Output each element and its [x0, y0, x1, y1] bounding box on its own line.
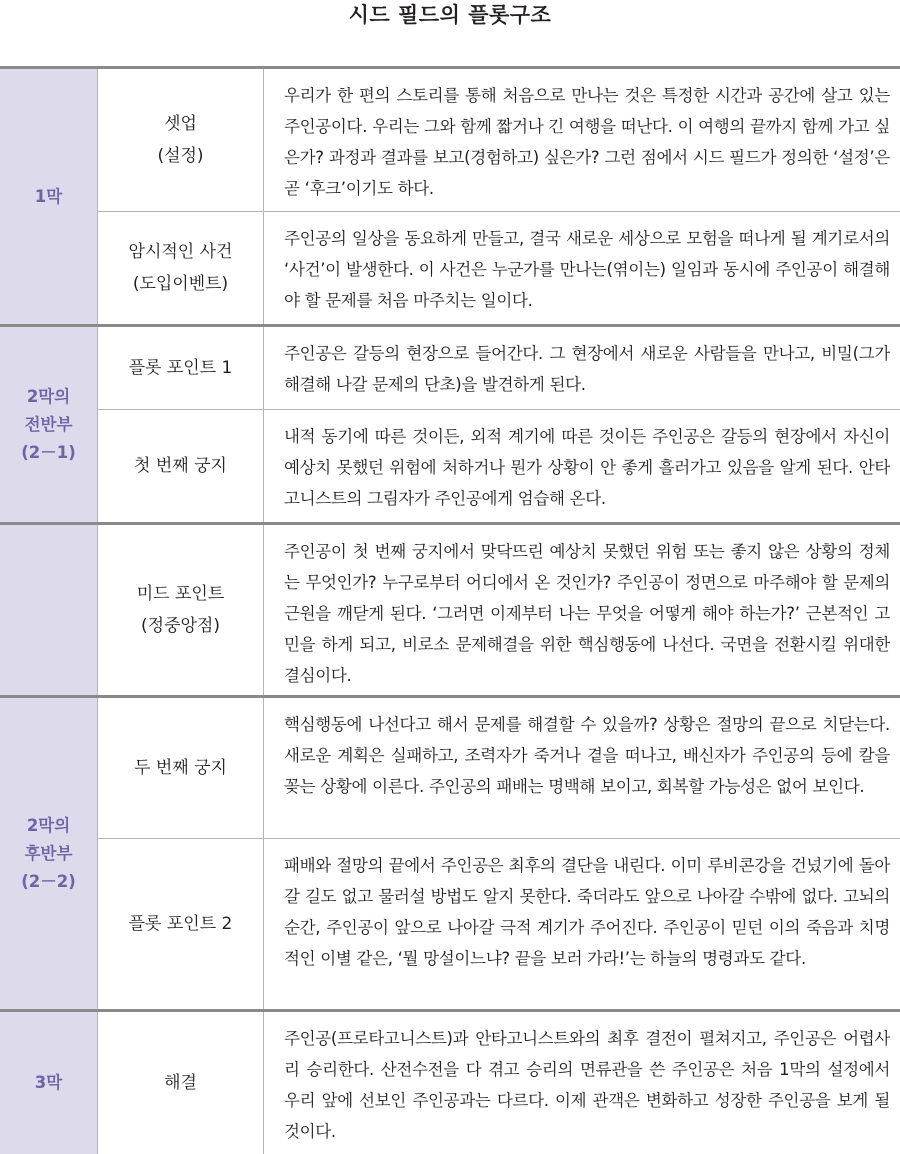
stage-description: 주인공의 일상을 동요하게 만들고, 결국 새로운 세상으로 모험을 떠나게 될 계기로서의 ‘사건’이 발생한다. 이 사건은 누군가를 만나는(엮이는) 일임과 동시에 주인공이 해결해야 할 문제를 처음 마주치는 일이다.: [284, 229, 890, 310]
act-label: 3막: [34, 1073, 63, 1092]
act-label: 전반부: [24, 414, 73, 434]
stage-label: 미드 포인트: [136, 584, 225, 604]
table-row: [98, 327, 900, 409]
stage-cell: [98, 212, 264, 324]
stage-description: 우리가 한 편의 스토리를 통해 처음으로 만나는 것은 특정한 시간과 공간에 살고 있는 주인공이다. 우리는 그와 함께 짧거나 긴 여행을 떠난다. 이 여행의 끝까지 함께 가고 싶은가? 과정과 결과를 보고(경험하고) 싶은가? 그런 점에서 시드 필드가 정의한 ‘설정’은 곧 ‘후크’이기도 하다.: [284, 86, 890, 198]
plot-structure-table: [0, 66, 900, 1154]
act-group-2-1: [0, 324, 900, 522]
page-title: 시드 필드의 플롯구조: [348, 3, 552, 27]
table-row: [98, 525, 900, 695]
stage-sublabel: (도입이벤트): [132, 274, 229, 294]
act-label-cell: [0, 327, 98, 522]
act-group-midpoint: [0, 522, 900, 695]
stage-label: 첫 번째 궁지: [134, 456, 227, 476]
stage-description: 핵심행동에 나선다고 해서 문제를 해결할 수 있을까? 상황은 절망의 끝으로 치닫는다. 새로운 계획은 실패하고, 조력자가 죽거나 곁을 떠나고, 배신자가 주인공의 등에 칼을 꽂는 상황에 이른다. 주인공의 패배는 명백해 보이고, 회복할 가능성은 없어 보인다.: [284, 715, 890, 796]
stage-description: 패배와 절망의 끝에서 주인공은 최후의 결단을 내린다. 이미 루비콘강을 건넜기에 돌아갈 길도 없고 물러설 방법도 알지 못한다. 죽더라도 앞으로 나아갈 수밖에 없다. 고뇌의 순간, 주인공이 앞으로 나아갈 극적 계기가 주어진다. 주인공이 믿던 이의 죽음과 치명적인 이별 같은, ‘뭘 망설이느냐? 끝을 보러 가라!’는 하늘의 명령과도 같다.: [284, 856, 890, 968]
stage-description: 주인공(프로타고니스트)과 안타고니스트와의 최후 결전이 펼쳐지고, 주인공은 어렵사리 승리한다. 산전수전을 다 겪고 승리의 면류관을 쓴 주인공은 처음 1막의 설정에서 우리 앞에 선보인 주인공과는 다르다. 이제 관객은 변화하고 성장한 주인공을 보게 될 것이다.: [284, 1029, 890, 1141]
stage-cell: [98, 327, 264, 409]
act-label-cell: [0, 698, 98, 1009]
act-label: (2－1): [21, 442, 76, 462]
table-row: [98, 698, 900, 838]
stage-cell: [98, 69, 264, 211]
stage-label: 해결: [164, 1073, 197, 1093]
act-group-3: [0, 1009, 900, 1154]
stage-sublabel: (정중앙점): [141, 616, 220, 636]
act-group-2-2: [0, 695, 900, 1009]
act-label: 2막의: [26, 815, 71, 835]
stage-sublabel: (설정): [157, 146, 204, 166]
stage-description: 주인공이 첫 번째 궁지에서 맞닥뜨린 예상치 못했던 위험 또는 좋지 않은 상황의 정체는 무엇인가? 누구로부터 어디에서 온 것인가? 주인공이 정면으로 마주해야 할 문제의 근원을 깨닫게 된다. ‘그러면 이제부터 나는 무엇을 어떻게 해야 하는가?’ 근본적인 고민을 하게 되고, 비로소 문제해결을 위한 핵심행동에 나선다. 국면을 전환시킬 위대한 결심이다.: [284, 542, 890, 685]
act-label-cell: [0, 1012, 98, 1154]
stage-label: 두 번째 궁지: [134, 758, 227, 778]
act-label: 1막: [34, 186, 63, 206]
table-row: [98, 1012, 900, 1154]
stage-cell: [98, 698, 264, 838]
stage-label: 셋업: [164, 114, 197, 134]
table-row: [98, 838, 900, 1009]
stage-cell: [98, 1012, 264, 1154]
act-label-cell: [0, 525, 98, 695]
stage-description: 내적 동기에 따른 것이든, 외적 계기에 따른 것이든 주인공은 갈등의 현장에서 자신이 예상치 못했던 위험에 처하거나 뭔가 상황이 안 좋게 흘러가고 있음을 알게 된다. 안타고니스트의 그림자가 주인공에게 엄습해 온다.: [284, 427, 890, 508]
act-label: 후반부: [24, 843, 73, 863]
act-label: (2－2): [21, 871, 76, 891]
stage-label: 플롯 포인트 1: [128, 358, 233, 378]
table-row: [98, 211, 900, 324]
stage-label: 암시적인 사건: [128, 242, 233, 262]
stage-description: 주인공은 갈등의 현장으로 들어간다. 그 현장에서 새로운 사람들을 만나고, 비밀(그가 해결해 나갈 문제의 단초)을 발견하게 된다.: [284, 344, 890, 394]
stage-cell: [98, 839, 264, 1009]
act-group-1: [0, 66, 900, 324]
act-label: 2막의: [26, 386, 71, 406]
table-row: [98, 409, 900, 522]
table-row: [98, 69, 900, 211]
act-label-cell: [0, 69, 98, 324]
stage-cell: [98, 525, 264, 695]
stage-label: 플롯 포인트 2: [128, 914, 233, 934]
stage-cell: [98, 410, 264, 522]
